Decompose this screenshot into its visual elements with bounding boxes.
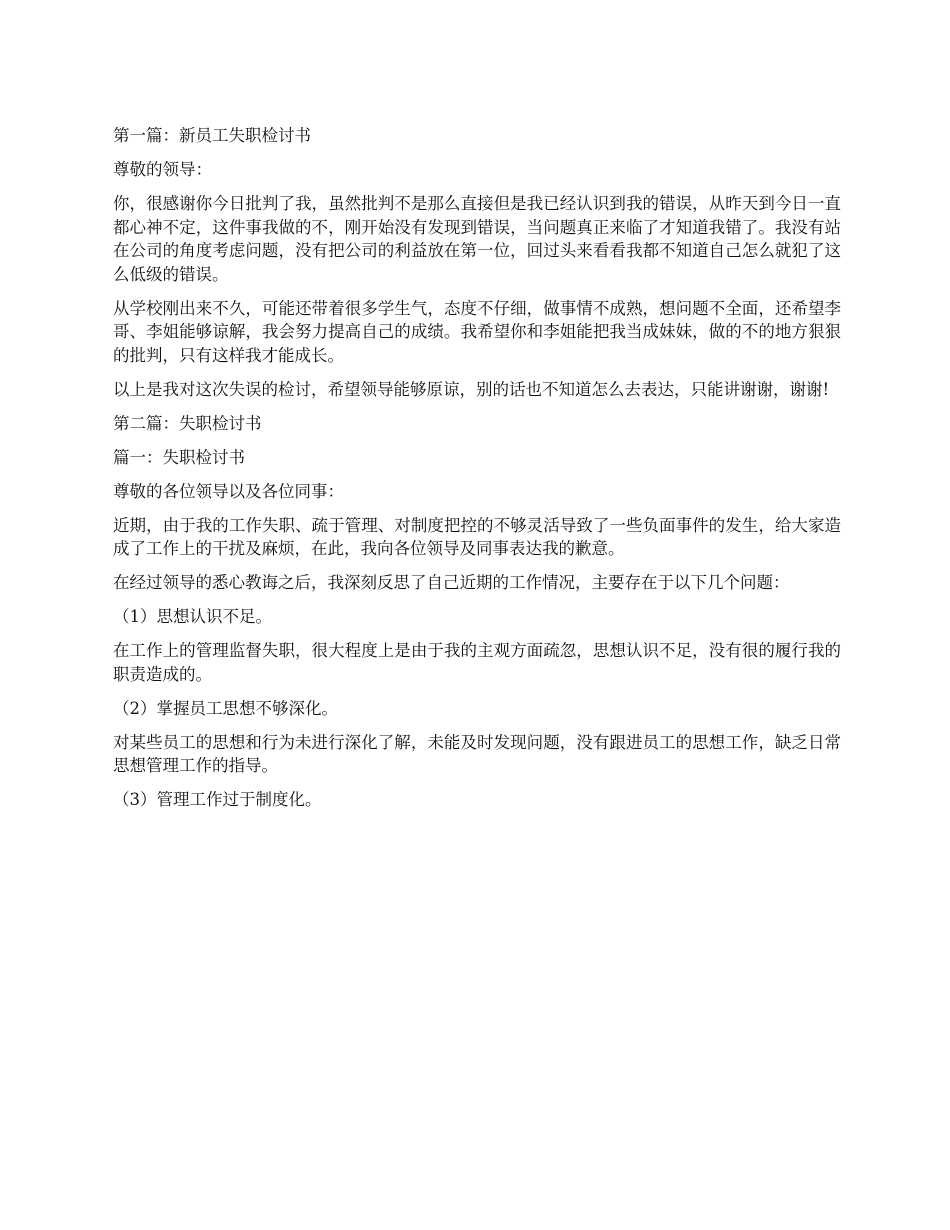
body-paragraph: 在工作上的管理监督失职，很大程度上是由于我的主观方面疏忽，思想认识不足，没有很的履行我的职责造成的。 — [113, 641, 841, 684]
body-paragraph: 你，很感谢你今日批判了我，虽然批判不是那么直接但是我已经认识到我的错误，从昨天到今日一直都心神不定，这件事我做的不，刚开始没有发现到错误，当问题真正来临了才知道我错了。我没有站在公司的角度考虑问题，没有把公司的利益放在第一位，回过头来看看我都不知道自己怎么就犯了这么低级的错误。 — [113, 194, 841, 284]
salutation-1: 尊敬的领导： — [113, 160, 212, 179]
sub-heading: 篇一：失职检讨书 — [113, 447, 245, 467]
body-paragraph: 从学校刚出来不久，可能还带着很多学生气，态度不仔细，做事情不成熟，想问题不全面，还希望李哥、李姐能够谅解，我会努力提高自己的成绩。我希望你和李姐能把我当成妹妹，做的不的地方狠狠的批判，只有这样我才能成长。 — [113, 298, 841, 365]
body-paragraph: 在经过领导的悉心教诲之后，我深刻反思了自己近期的工作情况，主要存在于以下几个问题： — [113, 573, 790, 592]
document-body — [113, 124, 841, 822]
body-paragraph: 对某些员工的思想和行为未进行深化了解，未能及时发现问题，没有跟进员工的思想工作，缺乏日常思想管理工作的指导。 — [113, 732, 841, 775]
section-heading-2: 第二篇：失职检讨书 — [113, 413, 262, 433]
list-heading-1: （1）思想认识不足。 — [113, 607, 272, 626]
section-heading-1: 第一篇：新员工失职检讨书 — [113, 126, 311, 145]
list-heading-3: （3）管理工作过于制度化。 — [113, 790, 322, 809]
list-heading-2: （2）掌握员工思想不够深化。 — [113, 698, 338, 718]
body-paragraph: 以上是我对这次失误的检讨，希望领导能够原谅，别的话也不知道怎么去表达，只能讲谢谢，谢谢! — [113, 379, 830, 399]
salutation-2: 尊敬的各位领导以及各位同事： — [113, 481, 344, 501]
body-paragraph: 近期，由于我的工作失职、疏于管理、对制度把控的不够灵活导致了一些负面事件的发生，给大家造成了工作上的干扰及麻烦，在此，我向各位领导及同事表达我的歉意。 — [113, 515, 841, 558]
